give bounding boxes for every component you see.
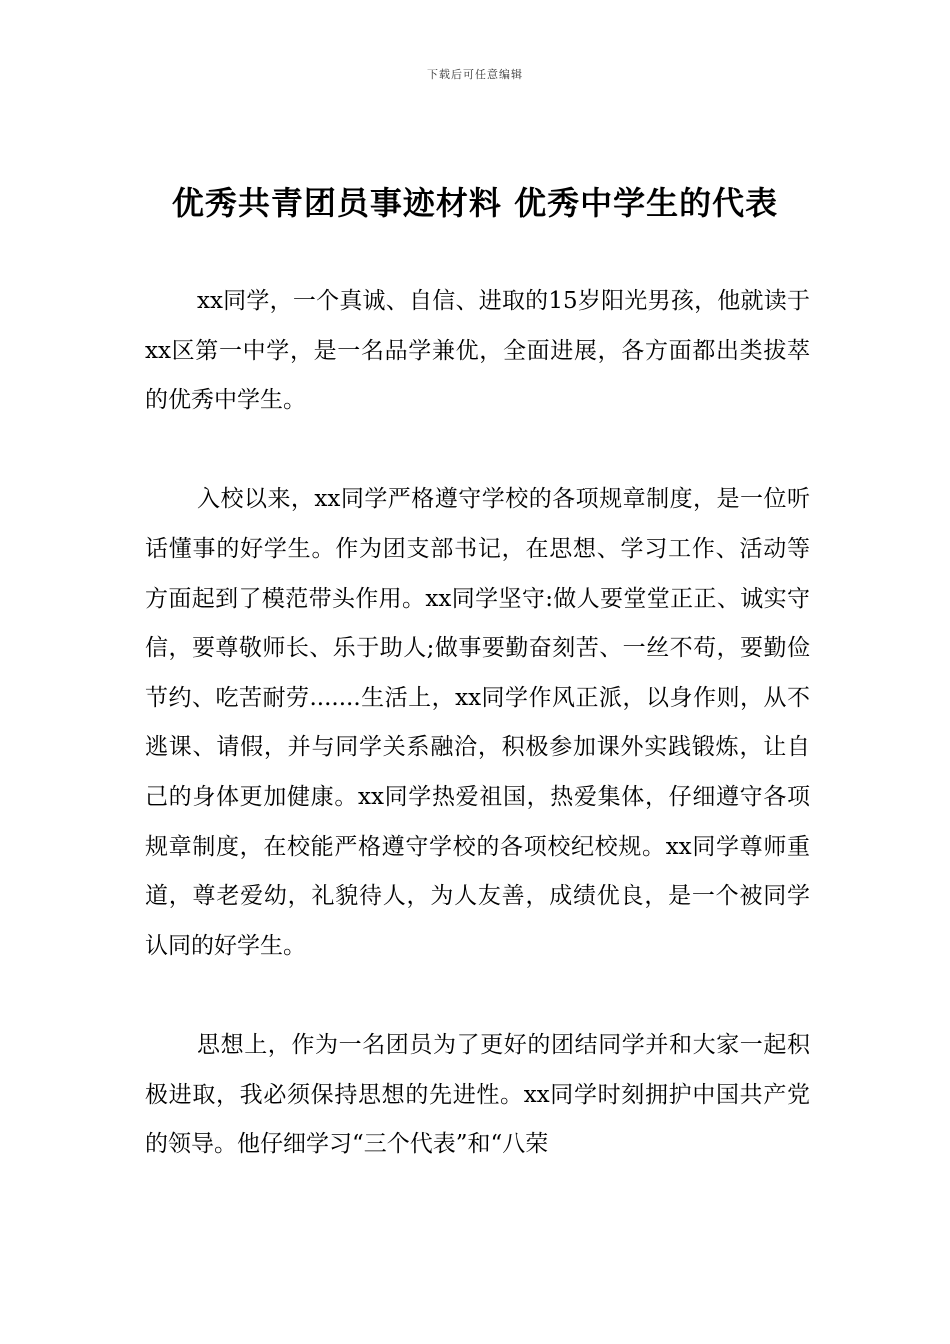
header-note: 下载后可任意编辑 [427, 68, 523, 81]
paragraph-3: 思想上，作为一名团员为了更好的团结同学并和大家一起积极进取，我必须保持思想的先进性。xx同学时刻拥护中国共产党的领导。他仔细学习“三个代表”和“八荣 [145, 1031, 810, 1158]
document-title: 优秀共青团员事迹材料 优秀中学生的代表 [171, 184, 779, 222]
document-body [145, 277, 810, 1219]
paragraph-1: xx同学，一个真诚、自信、进取的15岁阳光男孩，他就读于xx区第一中学，是一名品学兼优，全面进展，各方面都出类拔萃的优秀中学生。 [145, 288, 810, 414]
paragraph-2: 入校以来，xx同学严格遵守学校的各项规章制度，是一位听话懂事的好学生。作为团支部书记，在思想、学习工作、活动等方面起到了模范带头作用。xx同学坚守:做人要堂堂正正、诚实守信，要尊敬师长、乐于助人;做事要勤奋刻苦、一丝不苟，要勤俭节约、吃苦耐劳.......生活上，xx同学作风正派，以身作则，从不逃课、请假，并与同学关系融洽，积极参加课外实践锻炼，让自己的身体更加健康。xx同学热爱祖国，热爱集体，仔细遵守各项规章制度，在校能严格遵守学校的各项校纪校规。xx同学尊师重道，尊老爱幼，礼貌待人，为人友善，成绩优良，是一个被同学认同的好学生。 [145, 486, 810, 959]
